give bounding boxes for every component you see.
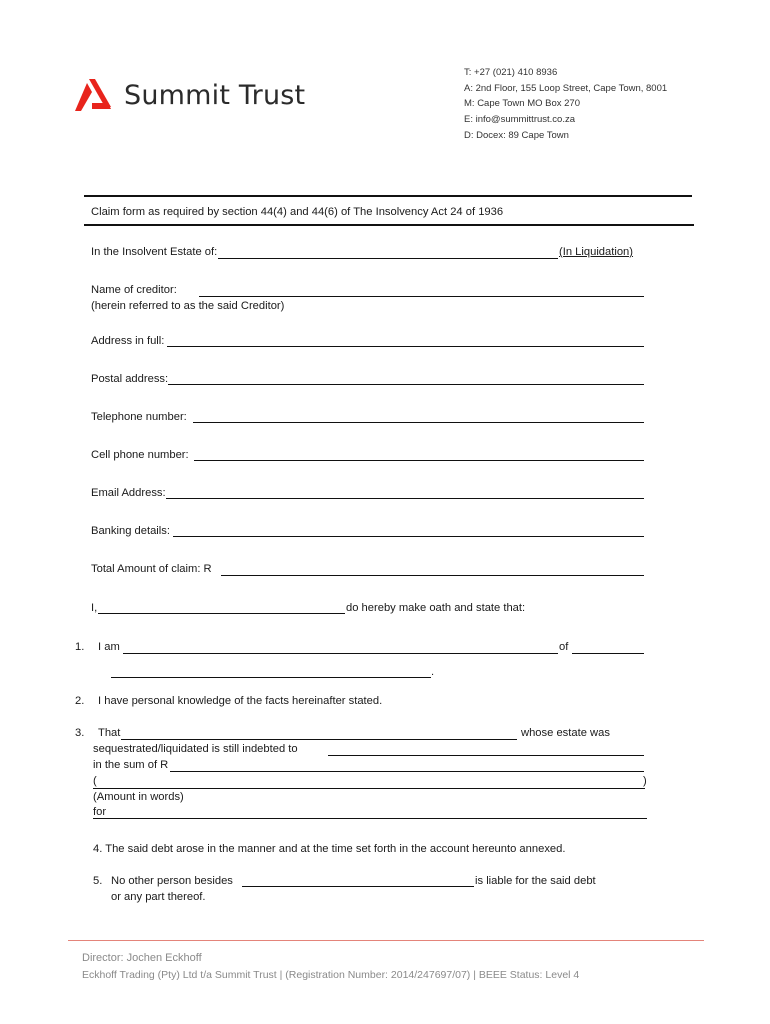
brand-name: Summit Trust bbox=[124, 79, 306, 111]
item2-text: I have personal knowledge of the facts hereinafter stated. bbox=[98, 695, 383, 707]
form-title: Claim form as required by section 44(4) and 44(6) of The Insolvency Act 24 of 1936 bbox=[91, 206, 504, 218]
item5-suffix: is liable for the said debt bbox=[475, 875, 596, 887]
creditor-name-label: Name of creditor: bbox=[91, 284, 177, 296]
creditor-name-field[interactable] bbox=[199, 296, 644, 297]
cell-field[interactable] bbox=[194, 460, 644, 461]
item3-debtor-field[interactable] bbox=[121, 739, 517, 740]
item1-name-field[interactable] bbox=[123, 653, 558, 654]
banking-label: Banking details: bbox=[91, 525, 170, 537]
contact-mailbox: M: Cape Town MO Box 270 bbox=[464, 98, 580, 110]
total-label: Total Amount of claim: R bbox=[91, 563, 212, 575]
item1-of: of bbox=[559, 641, 569, 653]
item1-period: . bbox=[431, 666, 435, 678]
email-label: Email Address: bbox=[91, 487, 166, 499]
estate-field[interactable] bbox=[218, 258, 558, 259]
title-rule-top bbox=[84, 195, 692, 197]
address-field[interactable] bbox=[167, 346, 644, 347]
item3-open-paren: ( bbox=[93, 775, 97, 787]
email-field[interactable] bbox=[166, 498, 644, 499]
estate-suffix: (In Liquidation) bbox=[559, 246, 634, 258]
postal-label: Postal address: bbox=[91, 373, 169, 385]
item3-label: That bbox=[98, 727, 121, 739]
item1-continuation-field[interactable] bbox=[111, 677, 431, 678]
item1-label: I am bbox=[98, 641, 120, 653]
item3-estate-text: whose estate was bbox=[521, 727, 610, 739]
telephone-label: Telephone number: bbox=[91, 411, 187, 423]
address-label: Address in full: bbox=[91, 335, 165, 347]
summit-trust-logo bbox=[75, 78, 305, 112]
estate-label: In the Insolvent Estate of: bbox=[91, 246, 218, 258]
item5-label: No other person besides bbox=[111, 875, 233, 887]
telephone-field[interactable] bbox=[193, 422, 644, 423]
footer-divider bbox=[68, 940, 704, 941]
contact-email: E: info@summittrust.co.za bbox=[464, 114, 576, 126]
contact-address: A: 2nd Floor, 155 Loop Street, Cape Town, 8001 bbox=[464, 82, 668, 94]
item2-number: 2. bbox=[75, 695, 85, 707]
creditor-note: (herein referred to as the said Creditor) bbox=[91, 300, 285, 312]
item4-text: 4. The said debt arose in the manner and at the time set forth in the account hereunto annexed. bbox=[93, 843, 566, 855]
contact-details bbox=[464, 65, 667, 144]
footer-director: Director: Jochen Eckhoff bbox=[82, 952, 202, 964]
footer-company: Eckhoff Trading (Pty) Ltd t/a Summit Trust | (Registration Number: 2014/247697/07) | BEEE Status: Level 4 bbox=[82, 969, 580, 981]
postal-field[interactable] bbox=[168, 384, 644, 385]
item3-amount-words-label: (Amount in words) bbox=[93, 791, 184, 803]
total-field[interactable] bbox=[221, 575, 644, 576]
item3-for-label: for bbox=[93, 806, 107, 818]
item5-number: 5. bbox=[93, 875, 103, 887]
banking-field[interactable] bbox=[173, 536, 644, 537]
item1-place-field[interactable] bbox=[572, 653, 644, 654]
item3-line3: in the sum of R bbox=[93, 759, 169, 771]
oath-name-field[interactable] bbox=[98, 613, 345, 614]
item5-person-field[interactable] bbox=[242, 886, 474, 887]
oath-suffix: do hereby make oath and state that: bbox=[346, 602, 526, 614]
item3-amount-words-field[interactable] bbox=[93, 788, 645, 789]
oath-prefix: I, bbox=[91, 602, 98, 614]
contact-telephone: T: +27 (021) 410 8936 bbox=[464, 67, 558, 78]
item1-number: 1. bbox=[75, 641, 85, 653]
item3-for-field[interactable] bbox=[93, 818, 647, 819]
contact-docex: D: Docex: 89 Cape Town bbox=[464, 129, 569, 141]
item3-number: 3. bbox=[75, 727, 85, 739]
item3-line2: sequestrated/liquidated is still indebted to bbox=[93, 743, 298, 755]
item5-line2: or any part thereof. bbox=[111, 891, 206, 903]
cell-label: Cell phone number: bbox=[91, 449, 189, 461]
item3-amount-field[interactable] bbox=[170, 771, 644, 772]
title-rule-bottom bbox=[84, 224, 694, 226]
item3-close-paren: ) bbox=[643, 775, 647, 787]
mountain-logo-icon bbox=[75, 79, 119, 111]
item3-creditor-field[interactable] bbox=[328, 755, 644, 756]
